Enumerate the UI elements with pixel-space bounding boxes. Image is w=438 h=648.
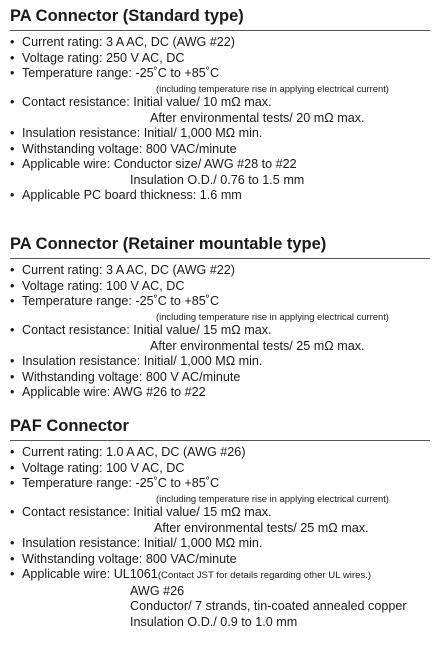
- section-title: PA Connector (Retainer mountable type): [10, 235, 327, 253]
- spec-wire-conductor: Conductor/ 7 strands, tin-coated annealed copper: [130, 599, 407, 613]
- spec-board: • Applicable PC board thickness: 1.6 mm: [10, 188, 242, 202]
- spec-wire-awg: AWG #26: [130, 583, 185, 598]
- spec-wire-od: Insulation O.D./ 0.76 to 1.5 mm: [130, 172, 305, 187]
- temperature-note: (including temperature rise in applying electrical current): [156, 492, 389, 504]
- spec-insulation: • Insulation resistance: Initial/ 1,000 MΩ min.: [10, 354, 263, 368]
- temperature-note: (including temperature rise in applying electrical current): [156, 310, 389, 322]
- spec-current: • Current rating: 1.0 A AC, DC (AWG #26): [10, 445, 246, 459]
- spec-withstanding: • Withstanding voltage: 800 VAC/minute: [10, 141, 237, 156]
- spec-voltage: • Voltage rating: 100 V AC, DC: [10, 460, 185, 475]
- section-paf: [10, 416, 430, 630]
- spec-contact: • Contact resistance: Initial value/ 10 mΩ max.: [10, 95, 272, 109]
- temperature-note: (including temperature rise in applying electrical current): [156, 82, 389, 94]
- wire-note: (Contact JST for details regarding other UL wires.): [157, 570, 372, 581]
- section-pa-standard: [10, 6, 430, 204]
- spec-current: • Current rating: 3 A AC, DC (AWG #22): [10, 263, 236, 277]
- spec-insulation: • Insulation resistance: Initial/ 1,000 MΩ min.: [10, 536, 263, 550]
- spec-withstanding: • Withstanding voltage: 800 VAC/minute: [10, 551, 237, 566]
- spec-current: • Current rating: 3 A AC, DC (AWG #22): [10, 35, 236, 49]
- spec-wire: • Applicable wire: Conductor size/ AWG #28 to #22: [10, 157, 297, 171]
- divider: [10, 258, 430, 259]
- spec-voltage: • Voltage rating: 100 V AC, DC: [10, 278, 185, 293]
- spec-temperature: • Temperature range: -25˚C to +85˚C: [10, 294, 220, 308]
- divider: [10, 30, 430, 31]
- spec-voltage: • Voltage rating: 250 V AC, DC: [10, 50, 185, 65]
- section-pa-retainer: [10, 234, 430, 401]
- spec-contact-after: After environmental tests/ 25 mΩ max.: [150, 338, 365, 353]
- spec-contact-after: After environmental tests/ 25 mΩ max.: [154, 520, 369, 535]
- spec-wire-od: Insulation O.D./ 0.9 to 1.0 mm: [130, 614, 298, 629]
- spec-contact: • Contact resistance: Initial value/ 15 mΩ max.: [10, 505, 272, 519]
- spec-contact: • Contact resistance: Initial value/ 15 mΩ max.: [10, 323, 272, 337]
- divider: [10, 440, 430, 441]
- spec-withstanding: • Withstanding voltage: 800 V AC/minute: [10, 369, 241, 384]
- section-title: PA Connector (Standard type): [10, 7, 244, 25]
- spec-wire: • Applicable wire: AWG #26 to #22: [10, 385, 206, 399]
- spec-temperature: • Temperature range: -25˚C to +85˚C: [10, 476, 220, 490]
- spec-insulation: • Insulation resistance: Initial/ 1,000 MΩ min.: [10, 126, 263, 140]
- spec-temperature: • Temperature range: -25˚C to +85˚C: [10, 66, 220, 80]
- section-title: PAF Connector: [10, 417, 129, 435]
- spec-wire: • Applicable wire: UL1061(Contact JST for details regarding other UL wires.): [10, 567, 372, 581]
- spec-contact-after: After environmental tests/ 20 mΩ max.: [150, 110, 365, 125]
